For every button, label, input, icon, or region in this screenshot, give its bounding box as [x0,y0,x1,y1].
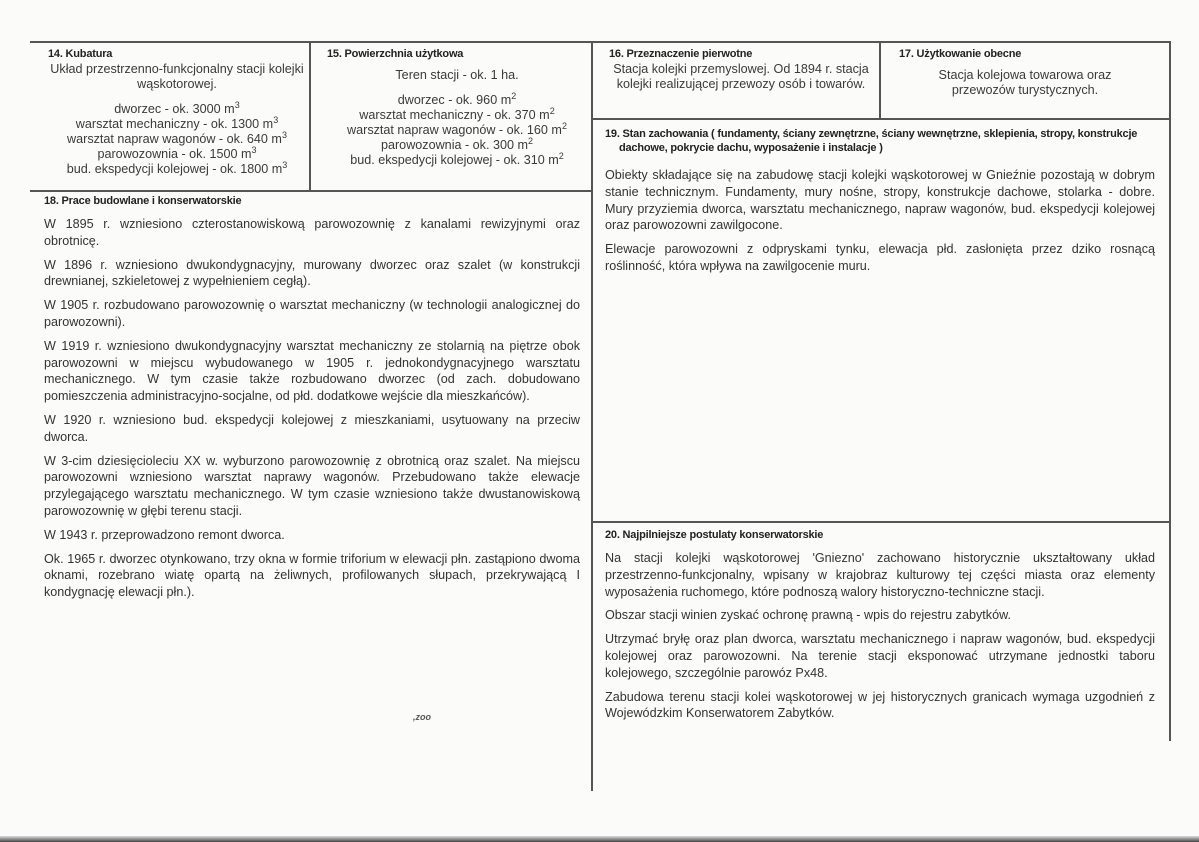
section-15-powierzchnia [311,44,591,190]
section-title: 19. Stan zachowania ( fundamenty, ściany zewnętrzne, ściany wewnętrzne, sklepienia, stropy, konstrukcje dachowe, pokrycie dachu, wyposażenie i instalacje ) [605,128,1138,154]
paragraph: W 1943 r. przeprowadzono remont dworca. [44,527,285,542]
paragraph: Elewacje parowozowni z odpryskami tynku, elewacja płd. zasłonięta przez dziko rosnącą roślinność, która wpływa na zawilgocenie muru. [605,242,1155,273]
area-item: bud. ekspedycji kolejowej - ok. 310 $m^2$ [350,150,564,167]
paragraph: Utrzymać bryłę oraz plan dworca, warsztatu mechanicznego i napraw wagonów, bud. ekspedycji kolejowej oraz parowozowni. Na terenie stacji eksponować utrzymane jednostki taboru kolejowego, szczególnie parowóz Px48. [605,632,1155,680]
paragraph: W 1919 r. wzniesiono dwukondygnacyjny warsztat mechaniczny ze stolarnią na piętrze obok parowozowni w miejscu wybudowanego w 1905 r. jednokondygnacyjnego warsztatu mechanicznego. W tym czasie także rozbudowano dworzec (od zach. dobudowano pomieszczenia administracyjno-socjalne, od płd. dodatkowe wejście dla mieszkańców). [44,338,580,404]
section-title: 15. Powierzchnia użytkowa [327,48,464,60]
section-19-stan-zachowania [593,121,1169,521]
right-row-divider-1 [592,118,1171,120]
right-border [1169,41,1171,741]
section-14-kubatura [32,44,310,190]
paragraph: Obiekty składające się na zabudowę stacji kolejki wąskotorowej w Gnieźnie pozostają w dobrym stanie technicznym. Fundamenty, mury nośne, stropy, konstrukcje dachowe, stolarka - dobre. Mury przyziemia dworca, warsztatu mechanicznego, napraw wagonów, bud. ekspedycji kolejowej oraz parowozowni zawilgocone. [605,168,1155,233]
top-border [30,41,1171,43]
area-item: warsztat mechaniczny - ok. 370 $m^2$ [359,105,555,122]
handwritten-mark: ,zoo [413,712,431,722]
paragraph: Obszar stacji winien zyskać ochronę prawną - wpis do rejestru zabytków. [605,608,1011,623]
section-title: 20. Najpilniejsze postulaty konserwatorskie [605,529,824,541]
paragraph: W 1920 r. wzniesiono bud. ekspedycji kolejowej z mieszkaniami, usytuowany na przeciw dworca. [44,412,580,444]
section-title: 14. Kubatura [48,48,113,60]
paragraph: Ok. 1965 r. dworzec otynkowano, trzy okna w formie triforium w elewacji płn. zastąpiono dwoma oknami, rozebrano wiatę opartą na żeliwnych, profilowanych słupach, przekrywającą I kondygnację elewacji płn.). [44,551,580,600]
section-title: 17. Użytkowanie obecne [899,48,1022,60]
section-18-prace [32,192,590,790]
volume-item: dworzec - ok. 3000 $m^3$ [114,99,240,116]
volume-item: bud. ekspedycji kolejowej - ok. 1800 $m^3$ [66,159,288,176]
volume-item: warsztat mechaniczny - ok. 1300 $m^3$ [75,114,279,131]
section-title: 18. Prace budowlane i konserwatorskie [44,195,242,207]
paragraph: W 1905 r. rozbudowano parowozownię o warsztat mechaniczny (w technologii analogicznej do parowozowni). [44,298,580,329]
intro: Teren stacji - ok. 1 ha. [395,68,519,82]
area-item: parowozownia - ok. 300 $m^2$ [380,135,533,152]
area-item: dworzec - ok. 960 $m^2$ [397,90,517,107]
section-17-uzytkowanie [881,44,1169,118]
section-title: 16. Przeznaczenie pierwotne [609,48,753,60]
volume-item: warsztat napraw wagonów - ok. 640 $m^3$ [67,129,287,146]
section-16-przeznaczenie [593,44,879,118]
paragraph: Zabudowa terenu stacji kolei wąskotorowej w jej historycznych granicach wymaga uzgodnień z Wojewódzkim Konserwatorem Zabytków. [605,689,1155,721]
section-20-postulaty [593,523,1169,790]
paragraph: W 3-cim dziesięcioleciu XX w. wyburzono parowozownię z obrotnicą oraz szalet. Na miejscu parowozowni wzniesiono warsztat naprawy wagonów. Przebudowano także elewacje przylegającego warsztatu mechanicznego. W tym czasie wzniesiono także dwustanowiskową parowozownię w głębi terenu stacji. [44,453,580,518]
section-text: Stacja kolejki przemyslowej. Od 1894 r. stacja kolejki realizującej przewozy osób i towarów. [613,62,869,91]
volume-item: parowozownia - ok. 1500 $m^3$ [97,144,257,161]
paragraph: W 1895 r. wzniesiono czterostanowiskową parowozownię z kanalami rewizyjnymi oraz obrotnicę. [44,217,580,248]
scan-edge [0,836,1199,842]
paragraph: W 1896 r. wzniesiono dwukondygnacyjny, murowany dworzec oraz szalet (w konstrukcji drewnianej, szkieletowej z wypełnieniem cegłą). [44,257,580,289]
intro: Układ przestrzenno-funkcjonalny stacji kolejki wąskotorowej. [50,62,304,91]
paragraph: Na stacji kolejki wąskotorowej 'Gniezno' zachowano historycznie ukształtowany układ przestrzenno-funkcjonalny, wpisany w krajobraz kulturowy tej części miasta oraz elementy wyposażenia ruchomego, które podnoszą walory historyczno-techniczne stacji. [605,551,1155,599]
section-text: Stacja kolejowa towarowa oraz przewozów turystycznych. [938,68,1112,97]
area-item: warsztat napraw wagonów - ok. 160 $m^2$ [347,120,567,137]
